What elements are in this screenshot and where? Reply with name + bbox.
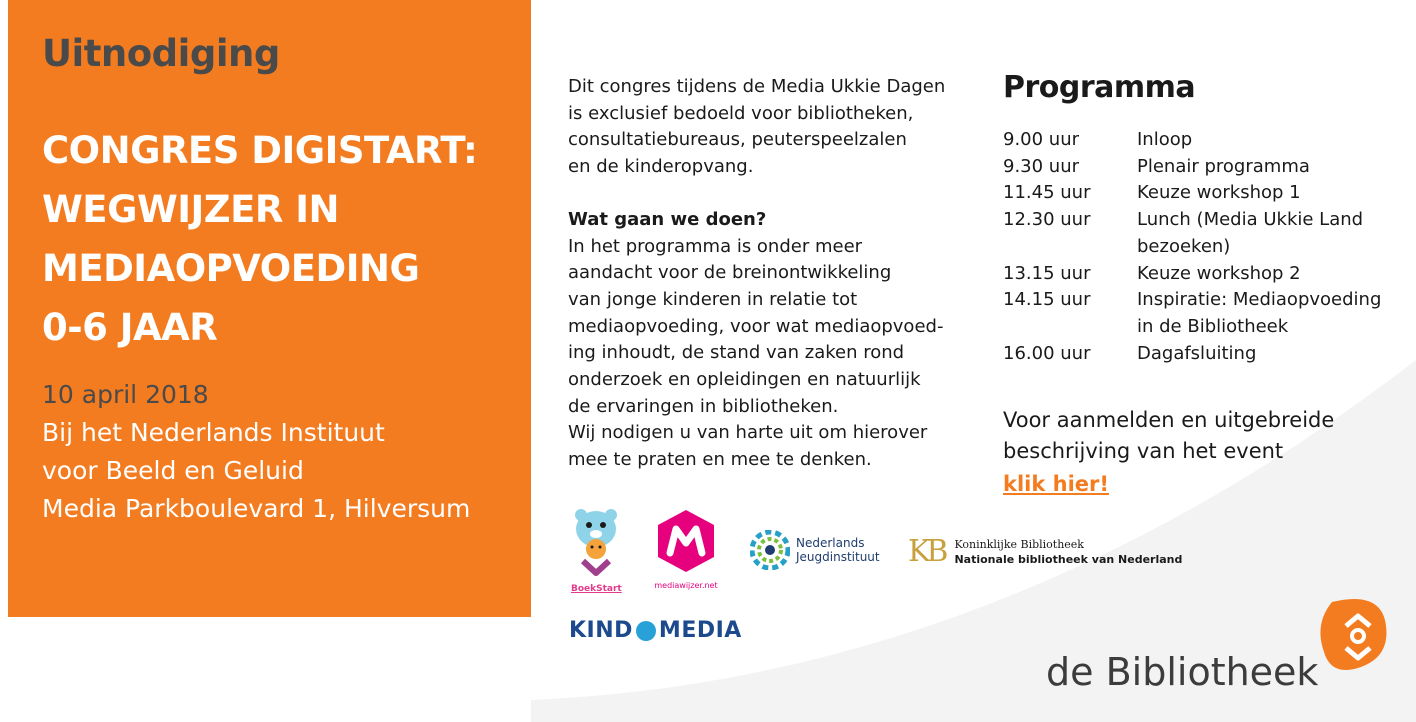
event-location-line: Bij het Nederlands Instituut (42, 418, 385, 447)
intro-line: en de kinderopvang. (568, 156, 754, 178)
body-line: mee te praten en mee te denken. (568, 449, 872, 471)
program-row (1003, 127, 1413, 154)
program-row (1003, 287, 1413, 340)
cta-line: beschrijving van het event (1003, 439, 1284, 463)
body-line: ing inhoudt, de stand van zaken rond (568, 342, 905, 364)
registration-cta (1003, 405, 1413, 500)
event-date: 10 april 2018 (42, 380, 209, 409)
nji-logo[interactable] (750, 530, 880, 570)
intro-line: is exclusief bedoeld voor bibliotheken, (568, 102, 914, 124)
congress-title (42, 121, 522, 357)
body-line: aandacht voor de breinontwikkeling (568, 262, 892, 284)
program-row (1003, 261, 1413, 288)
title-line: CONGRES DIGISTART: (42, 129, 478, 172)
title-line: 0-6 JAAR (42, 306, 218, 349)
nji-text-line: Jeugdinstituut (796, 550, 880, 564)
program-row (1003, 341, 1413, 368)
kindmedia-right: MEDIA (658, 618, 742, 643)
program-activity: Dagafsluiting (1137, 342, 1257, 364)
event-location-line: voor Beeld en Geluid (42, 456, 304, 485)
intro-heading: Wat gaan we doen? (568, 208, 767, 230)
kb-logo[interactable] (908, 534, 1182, 569)
body-line: Wij nodigen u van harte uit om hierover (568, 422, 928, 444)
register-link[interactable]: klik hier! (1003, 472, 1109, 496)
boekstart-caption: BoekStart (571, 584, 622, 594)
program-activity: Inspiratie: Mediaopvoeding in de Bibliotheek (1137, 289, 1382, 337)
program-time: 13.15 uur (1003, 262, 1091, 284)
program-row (1003, 207, 1413, 260)
program-activity: Plenair programma (1137, 155, 1310, 177)
program-activity: Inloop (1137, 129, 1193, 150)
program-activity: Keuze workshop 1 (1137, 182, 1301, 204)
body-line: mediaopvoeding, voor wat mediaopvoed- (568, 315, 944, 337)
program-time: 9.00 uur (1003, 129, 1080, 150)
program-row (1003, 154, 1413, 181)
mediawijzer-logo[interactable] (653, 509, 719, 590)
mediawijzer-hexagon-icon (654, 509, 718, 573)
invitation-kicker: Uitnodiging (42, 32, 280, 75)
kindmedia-logo[interactable] (569, 618, 742, 643)
body-line: In het programma is onder meer (568, 235, 863, 257)
kindmedia-dot-icon (636, 621, 656, 641)
event-location-line: Media Parkboulevard 1, Hilversum (42, 494, 471, 523)
kb-monogram-icon: KB (908, 534, 945, 569)
program-time: 11.45 uur (1003, 182, 1091, 204)
body-line: de ervaringen in bibliotheken. (568, 395, 839, 417)
program-title: Programma (1003, 70, 1196, 105)
kb-text-line: Koninklijke Bibliotheek (954, 537, 1084, 551)
program-time: 12.30 uur (1003, 209, 1091, 231)
program-activity: Lunch (Media Ukkie Land bezoeken) (1137, 209, 1364, 257)
bear-icon (571, 507, 621, 579)
nji-star-icon (750, 530, 790, 570)
kb-text-line: Nationale bibliotheek van Nederland (954, 552, 1183, 566)
program-activity: Keuze workshop 2 (1137, 262, 1301, 284)
intro-text (568, 74, 988, 474)
intro-line: Dit congres tijdens de Media Ukkie Dagen (568, 76, 946, 97)
program-row (1003, 180, 1413, 207)
kindmedia-left: KIND (569, 618, 633, 643)
intro-line: consultatiebureaus, peuterspeelzalen (568, 129, 907, 151)
program-time: 14.15 uur (1003, 289, 1091, 311)
program-section (1003, 70, 1413, 367)
body-line: onderzoek en opleidingen en natuurlijk (568, 369, 921, 391)
cta-line: Voor aanmelden en uitgebreide (1003, 408, 1335, 432)
invitation-panel (8, 0, 531, 617)
nji-text-line: Nederlands (796, 536, 865, 550)
title-line: WEGWIJZER IN (42, 188, 340, 231)
event-details (42, 376, 527, 528)
program-time: 9.30 uur (1003, 155, 1080, 177)
bibliotheek-wordmark: de Bibliotheek (1046, 650, 1319, 694)
title-line: MEDIAOPVOEDING (42, 247, 420, 290)
body-line: van jonge kinderen in relatie tot (568, 288, 858, 310)
boekstart-logo[interactable] (571, 507, 621, 594)
program-time: 16.00 uur (1003, 342, 1091, 364)
mediawijzer-caption: mediawijzer.net (654, 581, 718, 590)
